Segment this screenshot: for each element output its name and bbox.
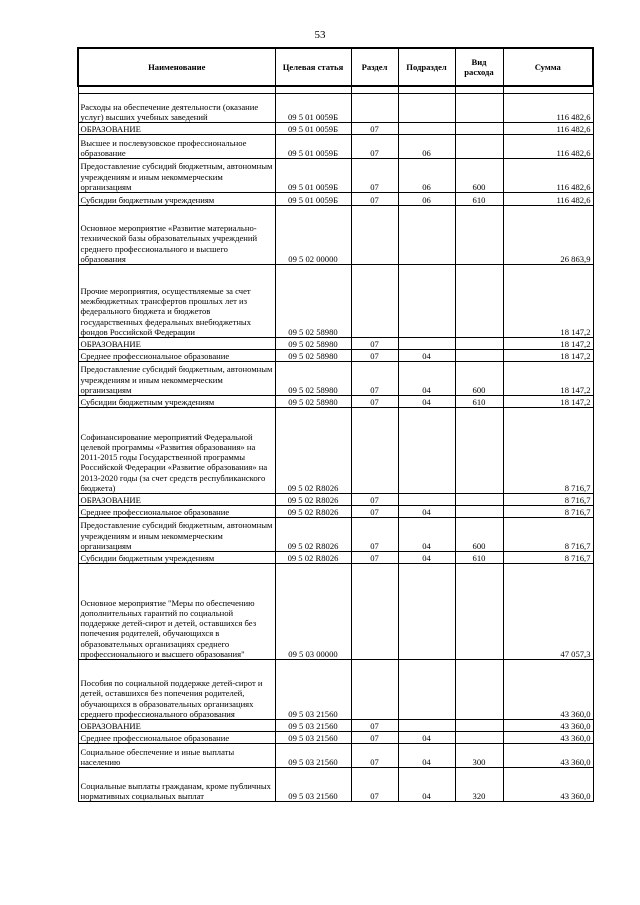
page-number: 53 <box>314 29 326 41</box>
row-subsection: 06 <box>398 135 455 159</box>
row-target: 09 5 03 21560 <box>275 732 351 744</box>
row-name: ОБРАЗОВАНИЕ <box>78 123 275 135</box>
row-name: Прочие мероприятия, осуществляемые за счет межбюджетных трансфертов прошлых лет из федерального бюджета и бюджетов государственных федеральных внебюджетных фондов Российской Федерации <box>78 265 275 338</box>
row-target: 09 5 01 0059Б <box>275 193 351 206</box>
row-name: Расходы на обеспечение деятельности (оказание услуг) высших учебных заведений <box>78 94 275 123</box>
row-name: Предоставление субсидий бюджетным, автономным учреждениям и иным некоммерческим организациям <box>78 518 275 552</box>
row-subsection: 06 <box>398 159 455 193</box>
row-subsection: 04 <box>398 744 455 768</box>
row-sum: 18 147,2 <box>503 362 593 396</box>
table-row <box>78 135 593 159</box>
row-section <box>351 94 398 123</box>
row-section <box>351 564 398 660</box>
row-target: 09 5 03 21560 <box>275 720 351 732</box>
row-section: 07 <box>351 396 398 408</box>
table-row <box>78 94 593 123</box>
row-name: Софинансирование мероприятий Федеральной целевой программы «Развития образования» на 2011-2015 годы Государственной программы Российской Федерации «Развитие образования» на 2013-2020 годы (за счет средств республиканского бюджета) <box>78 408 275 494</box>
row-target: 09 5 02 58980 <box>275 362 351 396</box>
row-section: 07 <box>351 159 398 193</box>
row-type <box>455 135 503 159</box>
table-row <box>78 206 593 265</box>
row-name: Социальное обеспечение и иные выплаты населению <box>78 744 275 768</box>
row-target: 09 5 02 00000 <box>275 206 351 265</box>
row-subsection <box>398 206 455 265</box>
row-type <box>455 265 503 338</box>
row-subsection: 04 <box>398 552 455 564</box>
row-section <box>351 408 398 494</box>
row-target: 09 5 02 R8026 <box>275 506 351 518</box>
row-target: 09 5 02 R8026 <box>275 552 351 564</box>
row-type <box>455 350 503 362</box>
row-type <box>455 732 503 744</box>
row-name: Основное мероприятие «Развитие материально-технической базы образовательных учреждений среднего профессионального и высшего образования <box>78 206 275 265</box>
row-section <box>351 206 398 265</box>
row-type: 600 <box>455 518 503 552</box>
row-sum: 18 147,2 <box>503 350 593 362</box>
row-type: 600 <box>455 362 503 396</box>
table-header-row <box>78 48 593 86</box>
row-type <box>455 506 503 518</box>
row-sum: 8 716,7 <box>503 552 593 564</box>
row-section: 07 <box>351 135 398 159</box>
row-target: 09 5 02 R8026 <box>275 408 351 494</box>
row-section: 07 <box>351 494 398 506</box>
row-sum: 8 716,7 <box>503 408 593 494</box>
row-target: 09 5 02 58980 <box>275 338 351 350</box>
row-name: Основное мероприятие "Меры по обеспечению дополнительных гарантий по социальной поддержке детей-сирот и детей, оставшихся без попечения родителей, обучающихся в образовательных организациях среднего профессионального и высшего образования" <box>78 564 275 660</box>
row-sum: 43 360,0 <box>503 660 593 720</box>
row-section: 07 <box>351 350 398 362</box>
row-target: 09 5 02 58980 <box>275 350 351 362</box>
table-row <box>78 338 593 350</box>
table-row <box>78 518 593 552</box>
row-section: 07 <box>351 506 398 518</box>
row-type <box>455 660 503 720</box>
table-row <box>78 564 593 660</box>
row-type <box>455 408 503 494</box>
row-target: 09 5 01 0059Б <box>275 135 351 159</box>
row-target: 09 5 03 21560 <box>275 768 351 802</box>
table-row <box>78 396 593 408</box>
row-type: 610 <box>455 193 503 206</box>
row-type: 320 <box>455 768 503 802</box>
row-type <box>455 564 503 660</box>
table-row <box>78 350 593 362</box>
table-row <box>78 362 593 396</box>
row-target: 09 5 01 0059Б <box>275 123 351 135</box>
table-row <box>78 552 593 564</box>
row-name: ОБРАЗОВАНИЕ <box>78 338 275 350</box>
row-name: Предоставление субсидий бюджетным, автономным учреждениям и иным некоммерческим организациям <box>78 362 275 396</box>
row-section: 07 <box>351 362 398 396</box>
row-name: Предоставление субсидий бюджетным, автономным учреждениям и иным некоммерческим организациям <box>78 159 275 193</box>
row-sum: 18 147,2 <box>503 265 593 338</box>
row-name: Пособия по социальной поддержке детей-сирот и детей, оставшихся без попечения родителей, обучающихся в образовательных организациях среднего профессионального образования <box>78 660 275 720</box>
row-name: ОБРАЗОВАНИЕ <box>78 494 275 506</box>
row-sum: 8 716,7 <box>503 494 593 506</box>
table-row <box>78 193 593 206</box>
table-row <box>78 732 593 744</box>
row-target: 09 5 01 0059Б <box>275 159 351 193</box>
table-row <box>78 506 593 518</box>
row-sum: 18 147,2 <box>503 338 593 350</box>
row-section: 07 <box>351 732 398 744</box>
row-subsection: 04 <box>398 768 455 802</box>
row-subsection <box>398 338 455 350</box>
row-sum: 116 482,6 <box>503 94 593 123</box>
row-subsection <box>398 494 455 506</box>
row-section <box>351 660 398 720</box>
row-name: Высшее и послевузовское профессиональное образование <box>78 135 275 159</box>
row-section: 07 <box>351 552 398 564</box>
row-subsection <box>398 408 455 494</box>
row-sum: 116 482,6 <box>503 159 593 193</box>
table-row <box>78 408 593 494</box>
row-sum: 43 360,0 <box>503 744 593 768</box>
row-subsection: 04 <box>398 362 455 396</box>
row-sum: 43 360,0 <box>503 720 593 732</box>
row-subsection: 04 <box>398 518 455 552</box>
row-section: 07 <box>351 744 398 768</box>
row-name: ОБРАЗОВАНИЕ <box>78 720 275 732</box>
header-subsection: Подраздел <box>398 48 455 86</box>
row-name: Субсидии бюджетным учреждениям <box>78 193 275 206</box>
header-sum: Сумма <box>503 48 593 86</box>
table-row <box>78 159 593 193</box>
row-target: 09 5 03 00000 <box>275 564 351 660</box>
table-row <box>78 744 593 768</box>
row-subsection: 06 <box>398 193 455 206</box>
row-target: 09 5 03 21560 <box>275 660 351 720</box>
row-type <box>455 338 503 350</box>
row-sum: 8 716,7 <box>503 506 593 518</box>
row-target: 09 5 02 R8026 <box>275 518 351 552</box>
row-type <box>455 206 503 265</box>
row-type: 600 <box>455 159 503 193</box>
row-subsection: 04 <box>398 350 455 362</box>
row-sum: 116 482,6 <box>503 123 593 135</box>
row-sum: 47 057,3 <box>503 564 593 660</box>
row-subsection: 04 <box>398 732 455 744</box>
row-name: Среднее профессиональное образование <box>78 732 275 744</box>
row-target: 09 5 01 0059Б <box>275 94 351 123</box>
table-row <box>78 720 593 732</box>
row-target: 09 5 03 21560 <box>275 744 351 768</box>
row-name: Среднее профессиональное образование <box>78 350 275 362</box>
row-subsection: 04 <box>398 396 455 408</box>
row-sum: 43 360,0 <box>503 768 593 802</box>
row-type: 300 <box>455 744 503 768</box>
row-sum: 26 863,9 <box>503 206 593 265</box>
row-target: 09 5 02 R8026 <box>275 494 351 506</box>
row-type: 610 <box>455 396 503 408</box>
row-subsection <box>398 123 455 135</box>
row-sum: 116 482,6 <box>503 193 593 206</box>
table-row <box>78 660 593 720</box>
row-sum: 43 360,0 <box>503 732 593 744</box>
row-type <box>455 494 503 506</box>
row-section <box>351 265 398 338</box>
row-section: 07 <box>351 338 398 350</box>
spacer-row <box>78 86 593 94</box>
row-sum: 18 147,2 <box>503 396 593 408</box>
table-row <box>78 123 593 135</box>
row-section: 07 <box>351 193 398 206</box>
row-section: 07 <box>351 518 398 552</box>
row-section: 07 <box>351 768 398 802</box>
row-type: 610 <box>455 552 503 564</box>
table-row <box>78 265 593 338</box>
header-name: Наименование <box>78 48 275 86</box>
row-section: 07 <box>351 123 398 135</box>
row-target: 09 5 02 58980 <box>275 265 351 338</box>
header-target-article: Целевая статья <box>275 48 351 86</box>
row-subsection <box>398 265 455 338</box>
row-type <box>455 123 503 135</box>
table-row <box>78 768 593 802</box>
table-row <box>78 494 593 506</box>
header-expense-type: Вид расхода <box>455 48 503 86</box>
row-name: Субсидии бюджетным учреждениям <box>78 396 275 408</box>
row-subsection <box>398 94 455 123</box>
row-subsection <box>398 720 455 732</box>
row-name: Социальные выплаты гражданам, кроме публичных нормативных социальных выплат <box>78 768 275 802</box>
row-subsection: 04 <box>398 506 455 518</box>
row-sum: 8 716,7 <box>503 518 593 552</box>
row-section: 07 <box>351 720 398 732</box>
row-type <box>455 94 503 123</box>
row-target: 09 5 02 58980 <box>275 396 351 408</box>
row-sum: 116 482,6 <box>503 135 593 159</box>
row-name: Среднее профессиональное образование <box>78 506 275 518</box>
row-type <box>455 720 503 732</box>
budget-table <box>77 47 594 802</box>
header-section: Раздел <box>351 48 398 86</box>
row-subsection <box>398 564 455 660</box>
row-subsection <box>398 660 455 720</box>
row-name: Субсидии бюджетным учреждениям <box>78 552 275 564</box>
